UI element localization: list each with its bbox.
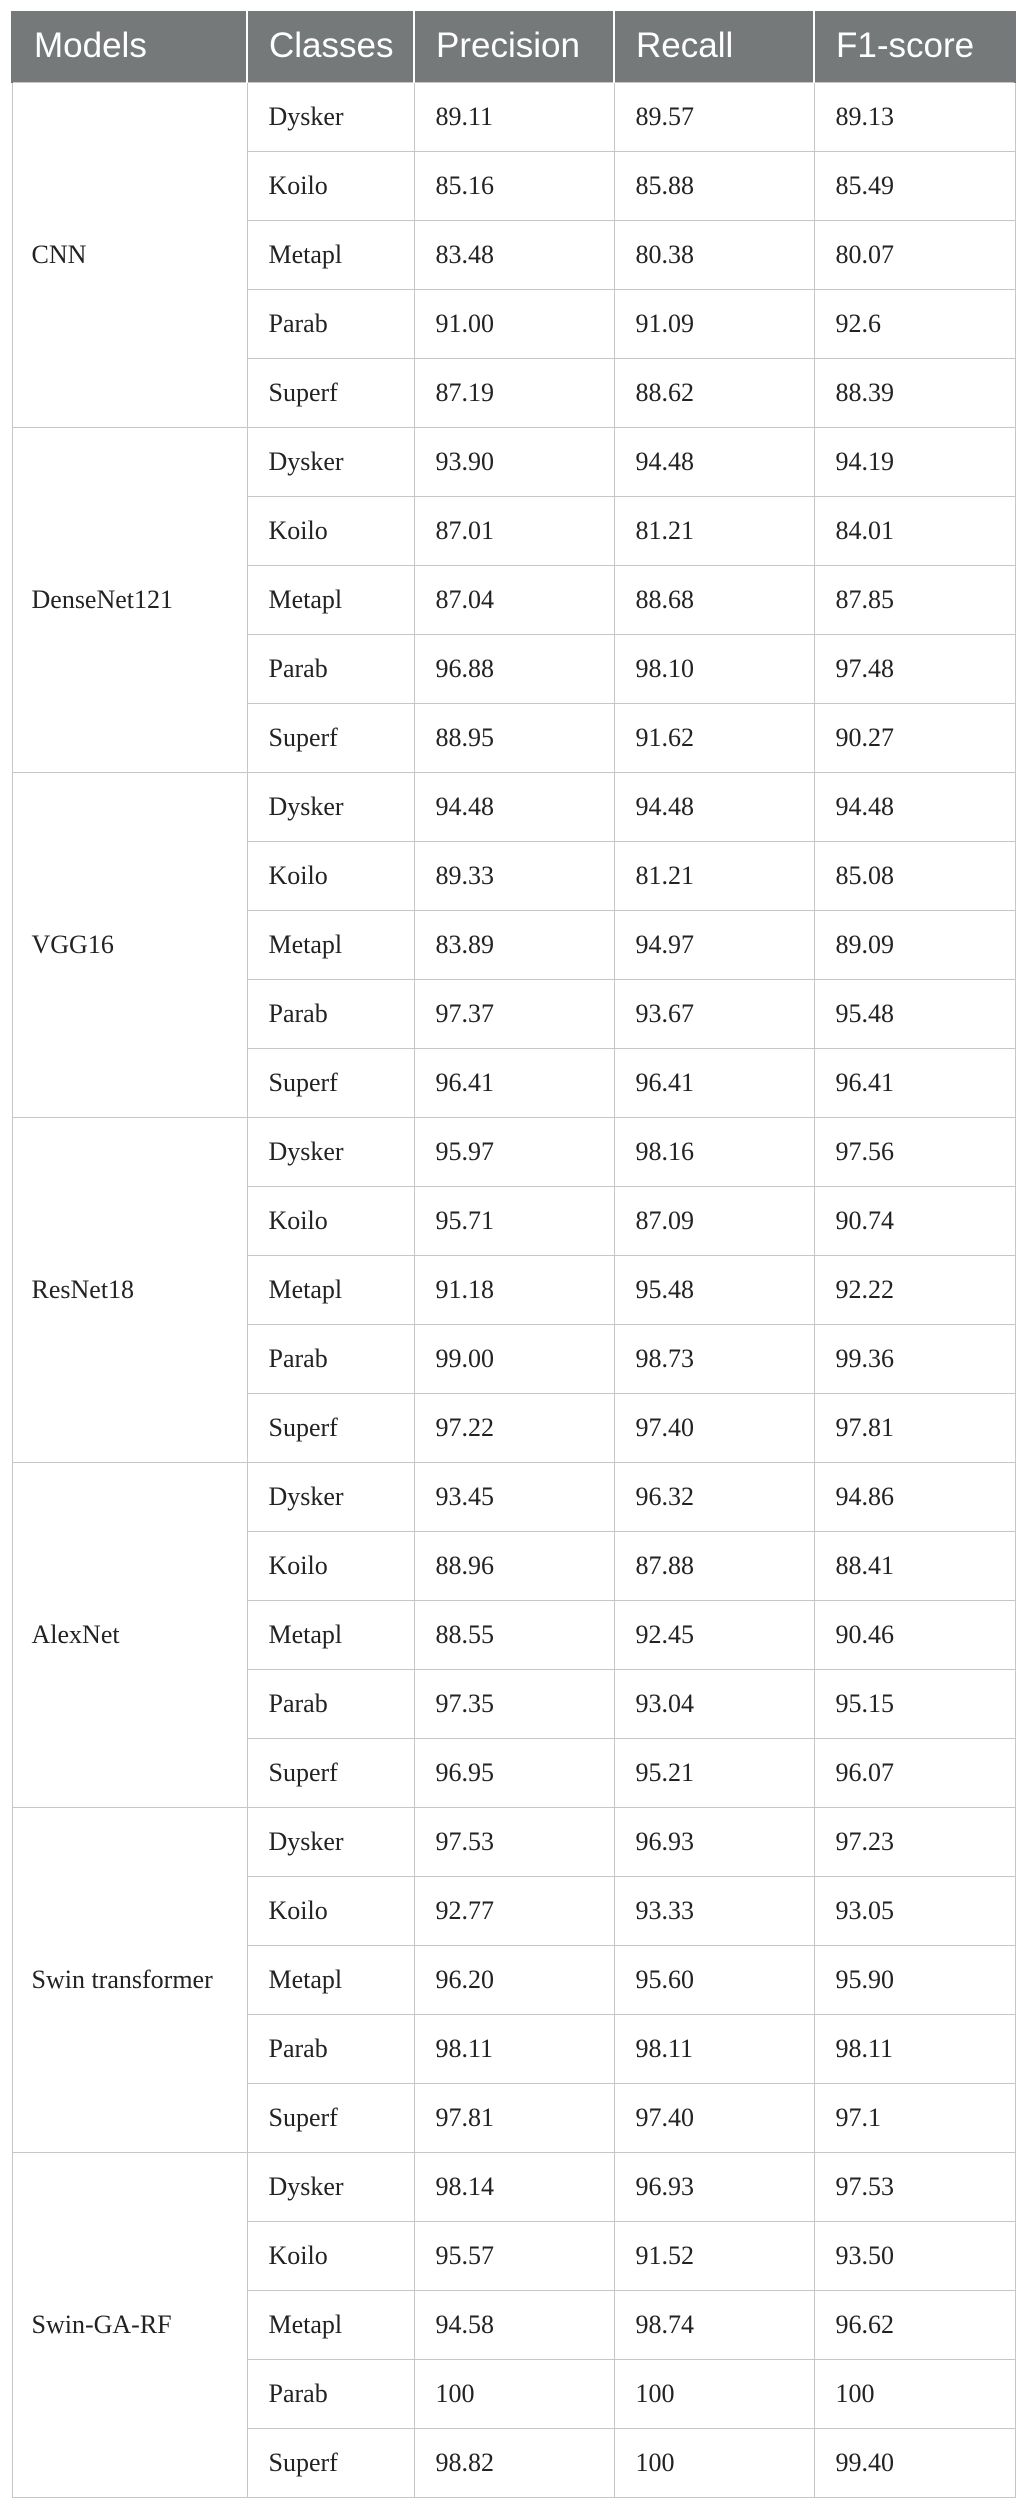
recall-cell: 81.21 (614, 841, 814, 910)
precision-cell: 97.53 (414, 1807, 614, 1876)
results-table-container (11, 11, 1014, 2498)
class-cell: Koilo (247, 496, 414, 565)
f1-score-cell: 94.19 (814, 427, 1015, 496)
precision-cell: 83.48 (414, 220, 614, 289)
table-header (12, 11, 1015, 82)
recall-cell: 95.60 (614, 1945, 814, 2014)
precision-cell: 96.20 (414, 1945, 614, 2014)
f1-score-cell: 95.48 (814, 979, 1015, 1048)
table-row (12, 82, 1015, 151)
class-cell: Metapl (247, 2290, 414, 2359)
recall-cell: 98.16 (614, 1117, 814, 1186)
precision-cell: 96.88 (414, 634, 614, 703)
f1-score-cell: 84.01 (814, 496, 1015, 565)
class-cell: Metapl (247, 910, 414, 979)
class-cell: Dysker (247, 82, 414, 151)
class-cell: Parab (247, 634, 414, 703)
recall-cell: 100 (614, 2428, 814, 2497)
class-cell: Dysker (247, 1117, 414, 1186)
precision-cell: 100 (414, 2359, 614, 2428)
precision-cell: 91.18 (414, 1255, 614, 1324)
recall-cell: 93.67 (614, 979, 814, 1048)
recall-cell: 89.57 (614, 82, 814, 151)
class-cell: Parab (247, 979, 414, 1048)
header-classes: Classes (247, 11, 414, 82)
model-name-cell: AlexNet (12, 1462, 247, 1807)
f1-score-cell: 97.53 (814, 2152, 1015, 2221)
precision-cell: 89.33 (414, 841, 614, 910)
recall-cell: 94.97 (614, 910, 814, 979)
f1-score-cell: 88.41 (814, 1531, 1015, 1600)
class-cell: Parab (247, 289, 414, 358)
header-f1-score: F1-score (814, 11, 1015, 82)
precision-cell: 93.45 (414, 1462, 614, 1531)
f1-score-cell: 87.85 (814, 565, 1015, 634)
f1-score-cell: 93.05 (814, 1876, 1015, 1945)
table-row (12, 1462, 1015, 1531)
recall-cell: 96.41 (614, 1048, 814, 1117)
class-cell: Dysker (247, 772, 414, 841)
table-row (12, 1117, 1015, 1186)
table-row (12, 427, 1015, 496)
recall-cell: 95.21 (614, 1738, 814, 1807)
f1-score-cell: 80.07 (814, 220, 1015, 289)
class-cell: Dysker (247, 1807, 414, 1876)
header-precision: Precision (414, 11, 614, 82)
class-cell: Koilo (247, 151, 414, 220)
precision-cell: 95.97 (414, 1117, 614, 1186)
header-models: Models (12, 11, 247, 82)
class-cell: Dysker (247, 2152, 414, 2221)
class-cell: Parab (247, 2014, 414, 2083)
recall-cell: 100 (614, 2359, 814, 2428)
precision-cell: 95.71 (414, 1186, 614, 1255)
f1-score-cell: 95.90 (814, 1945, 1015, 2014)
recall-cell: 97.40 (614, 2083, 814, 2152)
f1-score-cell: 94.48 (814, 772, 1015, 841)
precision-cell: 97.35 (414, 1669, 614, 1738)
f1-score-cell: 85.49 (814, 151, 1015, 220)
class-cell: Superf (247, 358, 414, 427)
precision-cell: 93.90 (414, 427, 614, 496)
class-cell: Metapl (247, 1600, 414, 1669)
class-cell: Metapl (247, 220, 414, 289)
table-row (12, 772, 1015, 841)
class-cell: Koilo (247, 1186, 414, 1255)
class-cell: Superf (247, 1393, 414, 1462)
precision-cell: 88.55 (414, 1600, 614, 1669)
model-name-cell: Swin-GA-RF (12, 2152, 247, 2497)
f1-score-cell: 100 (814, 2359, 1015, 2428)
recall-cell: 87.09 (614, 1186, 814, 1255)
precision-cell: 96.41 (414, 1048, 614, 1117)
f1-score-cell: 96.07 (814, 1738, 1015, 1807)
class-cell: Koilo (247, 2221, 414, 2290)
f1-score-cell: 95.15 (814, 1669, 1015, 1738)
precision-cell: 98.11 (414, 2014, 614, 2083)
f1-score-cell: 99.36 (814, 1324, 1015, 1393)
class-cell: Koilo (247, 1876, 414, 1945)
class-cell: Parab (247, 1669, 414, 1738)
recall-cell: 91.62 (614, 703, 814, 772)
f1-score-cell: 97.1 (814, 2083, 1015, 2152)
class-cell: Superf (247, 1048, 414, 1117)
class-cell: Superf (247, 703, 414, 772)
recall-cell: 85.88 (614, 151, 814, 220)
f1-score-cell: 92.6 (814, 289, 1015, 358)
precision-cell: 98.82 (414, 2428, 614, 2497)
precision-cell: 95.57 (414, 2221, 614, 2290)
f1-score-cell: 94.86 (814, 1462, 1015, 1531)
recall-cell: 88.68 (614, 565, 814, 634)
f1-score-cell: 96.62 (814, 2290, 1015, 2359)
precision-cell: 99.00 (414, 1324, 614, 1393)
f1-score-cell: 96.41 (814, 1048, 1015, 1117)
header-recall: Recall (614, 11, 814, 82)
class-cell: Parab (247, 2359, 414, 2428)
precision-cell: 87.04 (414, 565, 614, 634)
table-row (12, 2152, 1015, 2221)
class-cell: Superf (247, 1738, 414, 1807)
f1-score-cell: 93.50 (814, 2221, 1015, 2290)
f1-score-cell: 90.74 (814, 1186, 1015, 1255)
recall-cell: 93.04 (614, 1669, 814, 1738)
model-name-cell: CNN (12, 82, 247, 427)
recall-cell: 87.88 (614, 1531, 814, 1600)
class-cell: Dysker (247, 1462, 414, 1531)
f1-score-cell: 97.48 (814, 634, 1015, 703)
recall-cell: 98.74 (614, 2290, 814, 2359)
precision-cell: 87.01 (414, 496, 614, 565)
f1-score-cell: 88.39 (814, 358, 1015, 427)
results-table (11, 11, 1016, 2498)
precision-cell: 83.89 (414, 910, 614, 979)
recall-cell: 94.48 (614, 427, 814, 496)
recall-cell: 94.48 (614, 772, 814, 841)
recall-cell: 81.21 (614, 496, 814, 565)
class-cell: Koilo (247, 1531, 414, 1600)
class-cell: Metapl (247, 565, 414, 634)
precision-cell: 97.81 (414, 2083, 614, 2152)
precision-cell: 92.77 (414, 1876, 614, 1945)
f1-score-cell: 97.23 (814, 1807, 1015, 1876)
precision-cell: 85.16 (414, 151, 614, 220)
recall-cell: 96.93 (614, 1807, 814, 1876)
f1-score-cell: 89.09 (814, 910, 1015, 979)
class-cell: Metapl (247, 1255, 414, 1324)
model-name-cell: Swin transformer (12, 1807, 247, 2152)
model-name-cell: ResNet18 (12, 1117, 247, 1462)
class-cell: Superf (247, 2083, 414, 2152)
f1-score-cell: 99.40 (814, 2428, 1015, 2497)
recall-cell: 96.93 (614, 2152, 814, 2221)
recall-cell: 98.10 (614, 634, 814, 703)
f1-score-cell: 98.11 (814, 2014, 1015, 2083)
f1-score-cell: 97.56 (814, 1117, 1015, 1186)
header-row (12, 11, 1015, 82)
recall-cell: 95.48 (614, 1255, 814, 1324)
precision-cell: 96.95 (414, 1738, 614, 1807)
class-cell: Metapl (247, 1945, 414, 2014)
recall-cell: 91.52 (614, 2221, 814, 2290)
recall-cell: 97.40 (614, 1393, 814, 1462)
recall-cell: 91.09 (614, 289, 814, 358)
precision-cell: 88.95 (414, 703, 614, 772)
precision-cell: 89.11 (414, 82, 614, 151)
recall-cell: 98.73 (614, 1324, 814, 1393)
table-body (12, 82, 1015, 2497)
precision-cell: 97.22 (414, 1393, 614, 1462)
class-cell: Koilo (247, 841, 414, 910)
recall-cell: 93.33 (614, 1876, 814, 1945)
f1-score-cell: 97.81 (814, 1393, 1015, 1462)
precision-cell: 94.48 (414, 772, 614, 841)
precision-cell: 97.37 (414, 979, 614, 1048)
f1-score-cell: 90.46 (814, 1600, 1015, 1669)
model-name-cell: VGG16 (12, 772, 247, 1117)
f1-score-cell: 85.08 (814, 841, 1015, 910)
recall-cell: 92.45 (614, 1600, 814, 1669)
precision-cell: 87.19 (414, 358, 614, 427)
f1-score-cell: 89.13 (814, 82, 1015, 151)
class-cell: Dysker (247, 427, 414, 496)
class-cell: Superf (247, 2428, 414, 2497)
recall-cell: 98.11 (614, 2014, 814, 2083)
model-name-cell: DenseNet121 (12, 427, 247, 772)
precision-cell: 94.58 (414, 2290, 614, 2359)
recall-cell: 96.32 (614, 1462, 814, 1531)
table-row (12, 1807, 1015, 1876)
recall-cell: 88.62 (614, 358, 814, 427)
precision-cell: 91.00 (414, 289, 614, 358)
precision-cell: 98.14 (414, 2152, 614, 2221)
recall-cell: 80.38 (614, 220, 814, 289)
f1-score-cell: 90.27 (814, 703, 1015, 772)
f1-score-cell: 92.22 (814, 1255, 1015, 1324)
precision-cell: 88.96 (414, 1531, 614, 1600)
class-cell: Parab (247, 1324, 414, 1393)
